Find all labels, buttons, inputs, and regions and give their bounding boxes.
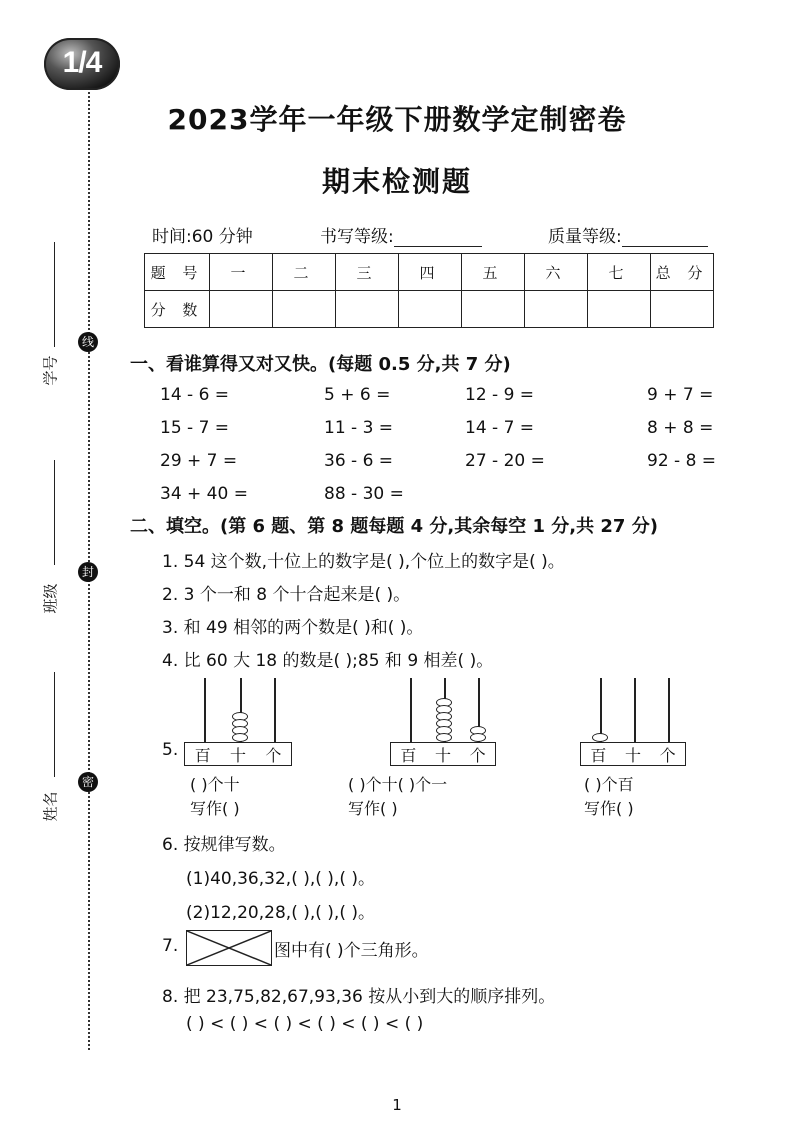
question-3: 3. 和 49 相邻的两个数是( )和( )。 [162, 618, 424, 638]
score-table [144, 253, 714, 328]
score-table-score-row [145, 291, 714, 328]
arith-item: 12 - 9 = [465, 385, 535, 405]
arith-item: 14 - 6 = [160, 385, 230, 405]
question-4: 4. 比 60 大 18 的数是( );85 和 9 相差( )。 [162, 651, 494, 671]
abacus-label-ones: 个 [469, 745, 486, 765]
score-header-cell: 二 [273, 254, 336, 291]
abacus2-write-as: 写作( ) [348, 799, 398, 818]
page-badge-text: 1/4 [62, 46, 102, 79]
abacus1-answer: ( )个十 [190, 775, 240, 794]
question-6-1: (1)40,36,32,( ),( ),( )。 [186, 869, 376, 889]
question-6-2: (2)12,20,28,( ),( ),( )。 [186, 903, 376, 923]
abacus3-answer: ( )个百 [584, 775, 634, 794]
section1-title: 一、看谁算得又对又快。(每题 0.5 分,共 7 分) [130, 354, 511, 375]
time-info: 时间:60 分钟 [152, 227, 253, 247]
section2-title: 二、填空。(第 6 题、第 8 题每题 4 分,其余每空 1 分,共 27 分) [130, 516, 658, 537]
score-cell[interactable] [525, 291, 588, 328]
abacus3-rod-ones [668, 678, 670, 742]
abacus3-write-as: 写作( ) [584, 799, 634, 818]
abacus3-base [580, 742, 686, 766]
abacus-label-ones: 个 [659, 745, 676, 765]
score-cell[interactable] [336, 291, 399, 328]
name-label: 姓名 [41, 791, 60, 822]
score-cell[interactable] [651, 291, 714, 328]
abacus3-rod-tens [634, 678, 636, 742]
class-rule [54, 460, 55, 565]
score-header-cell: 七 [588, 254, 651, 291]
abacus1-rod-ones [274, 678, 276, 742]
question-1: 1. 54 这个数,十位上的数字是( ),个位上的数字是( )。 [162, 552, 565, 572]
abacus-bead [470, 733, 486, 742]
triangle-figure-lines [187, 931, 271, 965]
score-row-label: 分 数 [145, 291, 210, 328]
score-table-header-row [145, 254, 714, 291]
arith-item: 9 + 7 = [647, 385, 714, 405]
question-6: 6. 按规律写数。 [162, 835, 286, 855]
abacus-bead [592, 733, 608, 742]
abacus1-write-as: 写作( ) [190, 799, 240, 818]
abacus-label-hundreds: 百 [400, 745, 417, 765]
writing-grade-field [320, 222, 482, 247]
score-header-cell: 总 分 [651, 254, 714, 291]
arith-item: 29 + 7 = [160, 451, 238, 471]
abacus-label-tens: 十 [434, 745, 451, 765]
question-7-text: 图中有( )个三角形。 [274, 941, 429, 961]
abacus-label-tens: 十 [229, 745, 246, 765]
exam-subtitle: 期末检测题 [321, 165, 472, 198]
score-header-cell: 六 [525, 254, 588, 291]
exam-title: 2023学年一年级下册数学定制密卷 [167, 103, 627, 136]
question-5-label: 5. [162, 740, 179, 760]
arith-item: 92 - 8 = [647, 451, 717, 471]
quality-grade-field [548, 222, 708, 247]
mark-line-seal: 线 [78, 332, 98, 352]
question-2: 2. 3 个一和 8 个十合起来是( )。 [162, 585, 411, 605]
score-cell[interactable] [588, 291, 651, 328]
abacus2-answer: ( )个十( )个一 [348, 775, 448, 794]
arith-item: 5 + 6 = [324, 385, 391, 405]
abacus-label-hundreds: 百 [194, 745, 211, 765]
quality-grade-blank [622, 228, 708, 247]
abacus1-base [184, 742, 292, 766]
arith-item: 11 - 3 = [324, 418, 394, 438]
score-header-cell: 三 [336, 254, 399, 291]
score-header-cell: 题 号 [145, 254, 210, 291]
score-cell[interactable] [399, 291, 462, 328]
question-7-label: 7. [162, 936, 179, 956]
mark-close-seal: 密 [78, 772, 98, 792]
score-cell[interactable] [273, 291, 336, 328]
writing-grade-blank [394, 228, 482, 247]
score-header-cell: 四 [399, 254, 462, 291]
mark-seal-seal: 封 [78, 562, 98, 582]
student-id-rule [54, 242, 55, 347]
question-8: 8. 把 23,75,82,67,93,36 按从小到大的顺序排列。 [162, 987, 556, 1007]
writing-grade-label: 书写等级: [320, 227, 394, 247]
score-header-cell: 五 [462, 254, 525, 291]
abacus-label-tens: 十 [624, 745, 641, 765]
arith-item: 8 + 8 = [647, 418, 714, 438]
page-number: 1 [392, 1096, 402, 1114]
score-cell[interactable] [462, 291, 525, 328]
abacus2-rod-hundreds [410, 678, 412, 742]
name-rule [54, 672, 55, 777]
question-8-blanks: ( ) < ( ) < ( ) < ( ) < ( ) < ( ) [186, 1014, 424, 1034]
abacus-bead [436, 733, 452, 742]
arith-item: 27 - 20 = [465, 451, 545, 471]
student-id-label: 学号 [41, 355, 60, 386]
arith-item: 15 - 7 = [160, 418, 230, 438]
arith-item: 36 - 6 = [324, 451, 394, 471]
abacus-label-ones: 个 [265, 745, 282, 765]
quality-grade-label: 质量等级: [548, 227, 622, 247]
arith-item: 88 - 30 = [324, 484, 404, 504]
arith-item: 14 - 7 = [465, 418, 535, 438]
class-label: 班级 [41, 583, 60, 614]
page-badge [44, 38, 120, 90]
abacus2-base [390, 742, 496, 766]
abacus1-rod-hundreds [204, 678, 206, 742]
score-cell[interactable] [210, 291, 273, 328]
abacus-bead [232, 733, 248, 742]
arith-item: 34 + 40 = [160, 484, 248, 504]
abacus-label-hundreds: 百 [590, 745, 607, 765]
triangle-figure [186, 930, 272, 966]
score-header-cell: 一 [210, 254, 273, 291]
